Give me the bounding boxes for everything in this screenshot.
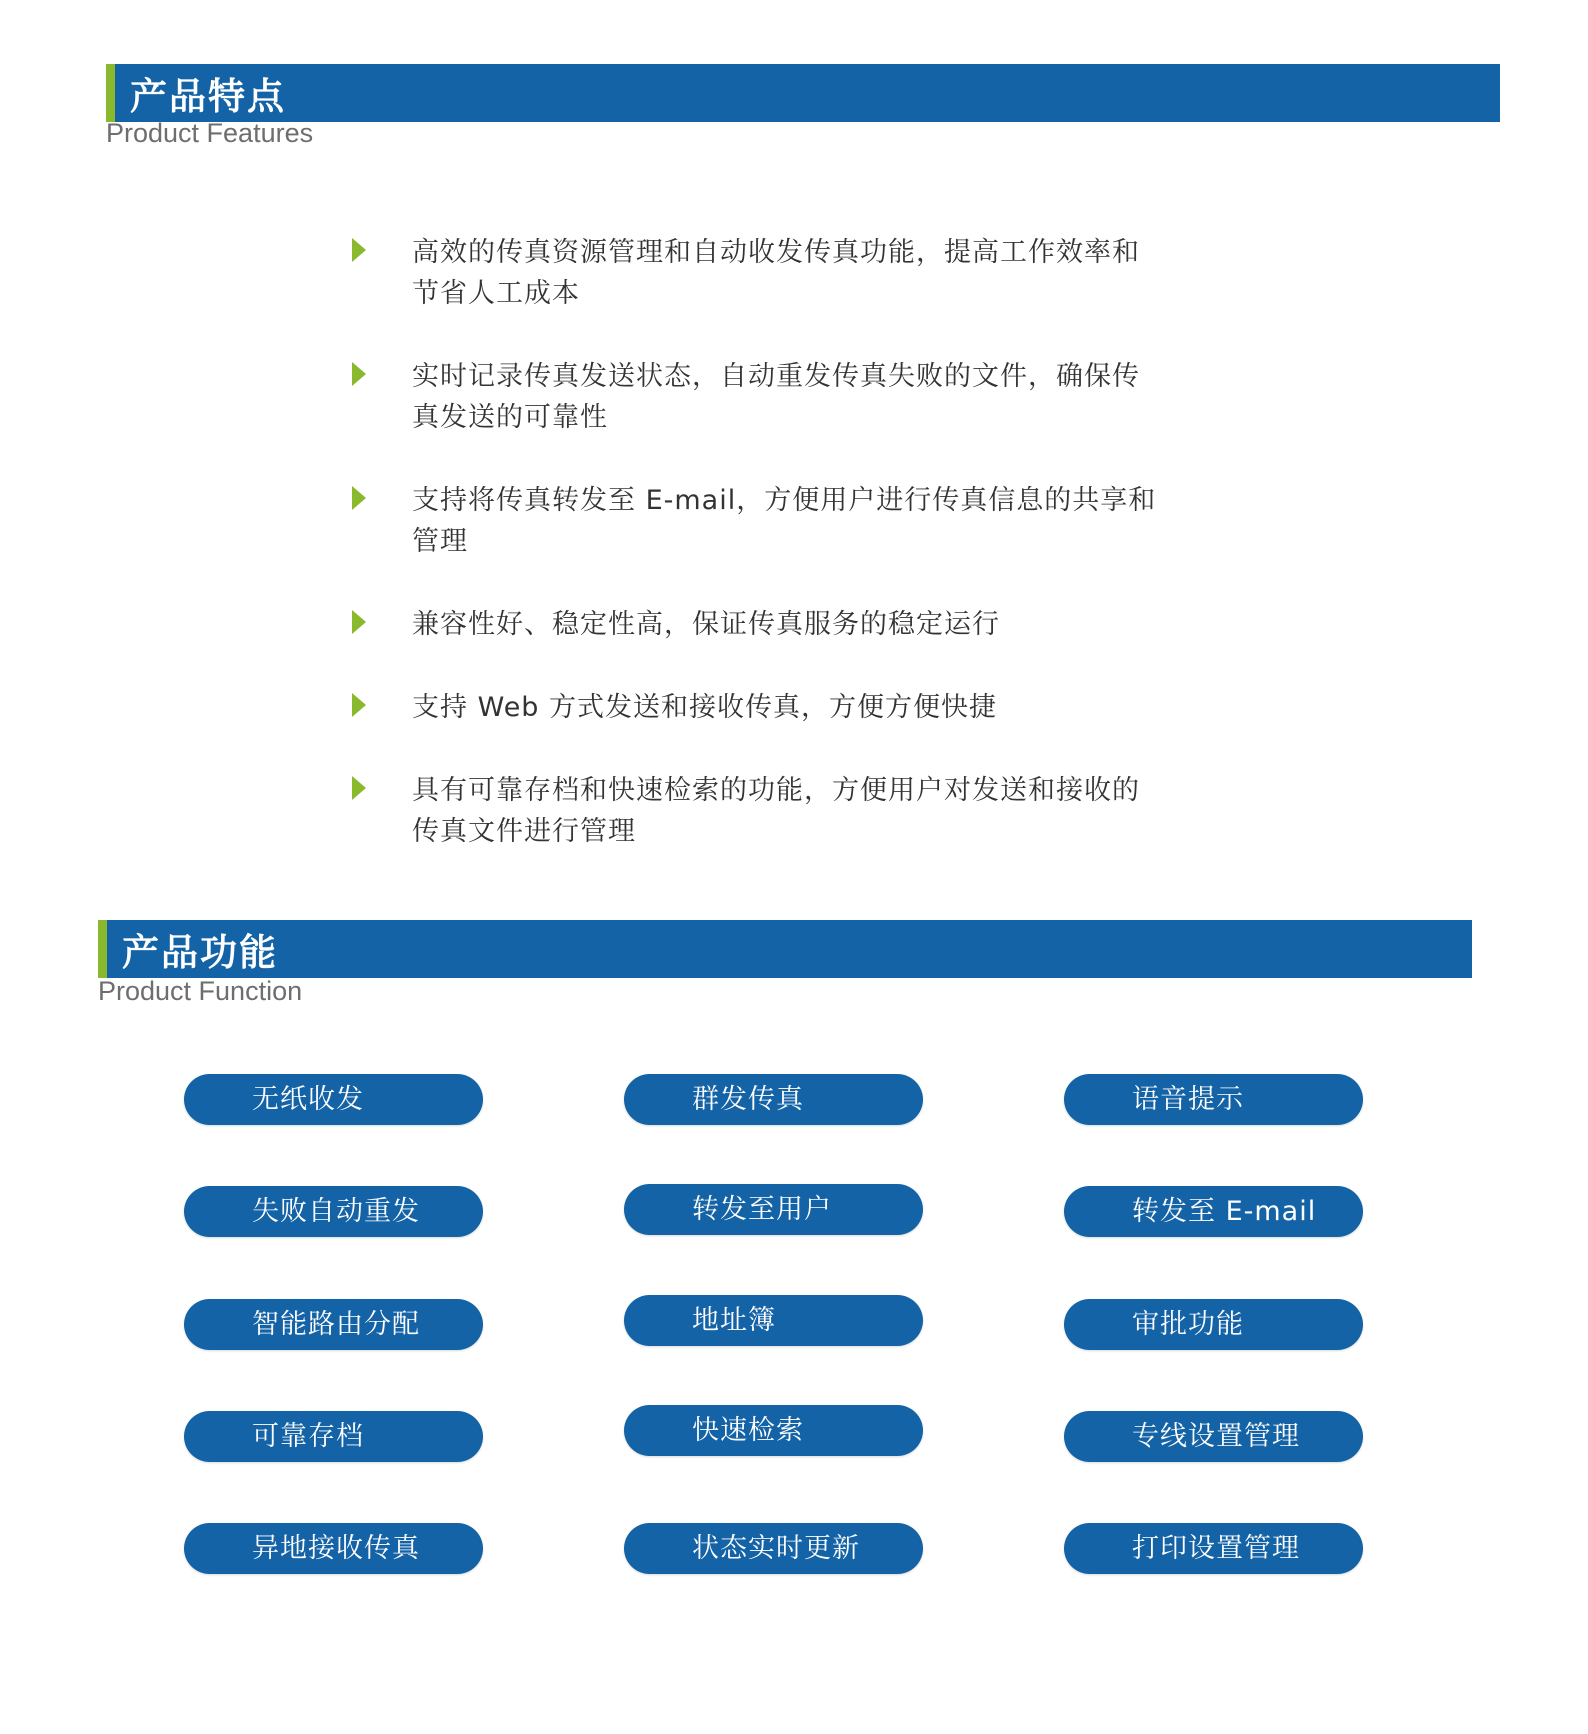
feature-line: 具有可靠存档和快速检索的功能，方便用户对发送和接收的: [412, 775, 1140, 806]
function-pill: 可靠存档: [184, 1411, 483, 1462]
feature-item: [352, 232, 1172, 314]
feature-item: [352, 770, 1172, 852]
function-header-bar: [98, 920, 1472, 978]
function-pill: 快速检索: [624, 1405, 923, 1456]
feature-line: 真发送的可靠性: [412, 402, 608, 433]
feature-line: 实时记录传真发送状态，自动重发传真失败的文件，确保传: [412, 361, 1140, 392]
header-accent-stripe: [106, 64, 115, 122]
triangle-bullet-icon: [352, 693, 366, 717]
function-pill: 语音提示: [1064, 1074, 1363, 1125]
feature-line: 节省人工成本: [412, 278, 580, 309]
features-subtitle: Product Features: [106, 118, 314, 148]
features-header-bar: [106, 64, 1500, 122]
function-pill: 智能路由分配: [184, 1299, 483, 1350]
header-accent-stripe: [98, 920, 107, 978]
triangle-bullet-icon: [352, 362, 366, 386]
function-subtitle: Product Function: [98, 976, 303, 1006]
function-pill: 群发传真: [624, 1074, 923, 1125]
function-pill: 失败自动重发: [184, 1186, 483, 1237]
feature-item: [352, 480, 1172, 562]
feature-line: 支持 Web 方式发送和接收传真，方便方便快捷: [412, 692, 998, 723]
function-pill: 打印设置管理: [1064, 1523, 1363, 1574]
function-pill: 异地接收传真: [184, 1523, 483, 1574]
features-title: 产品特点: [130, 75, 286, 118]
feature-line: 高效的传真资源管理和自动收发传真功能，提高工作效率和: [412, 237, 1140, 268]
function-pill: 地址簿: [624, 1295, 923, 1346]
function-pill: 专线设置管理: [1064, 1411, 1363, 1462]
feature-item: [352, 604, 1172, 645]
feature-item: [352, 687, 1172, 728]
function-pill: 转发至 E-mail: [1064, 1186, 1363, 1237]
feature-line: 管理: [412, 526, 468, 557]
triangle-bullet-icon: [352, 610, 366, 634]
feature-line: 支持将传真转发至 E-mail，方便用户进行传真信息的共享和: [412, 485, 1157, 516]
triangle-bullet-icon: [352, 776, 366, 800]
function-pill: 审批功能: [1064, 1299, 1363, 1350]
feature-list: [352, 232, 1172, 894]
function-pill: 状态实时更新: [624, 1523, 923, 1574]
feature-item: [352, 356, 1172, 438]
triangle-bullet-icon: [352, 486, 366, 510]
feature-line: 兼容性好、稳定性高，保证传真服务的稳定运行: [412, 609, 1000, 640]
function-pill: 无纸收发: [184, 1074, 483, 1125]
function-title: 产品功能: [122, 931, 278, 974]
feature-line: 传真文件进行管理: [412, 816, 636, 847]
triangle-bullet-icon: [352, 238, 366, 262]
function-pill: 转发至用户: [624, 1184, 923, 1235]
